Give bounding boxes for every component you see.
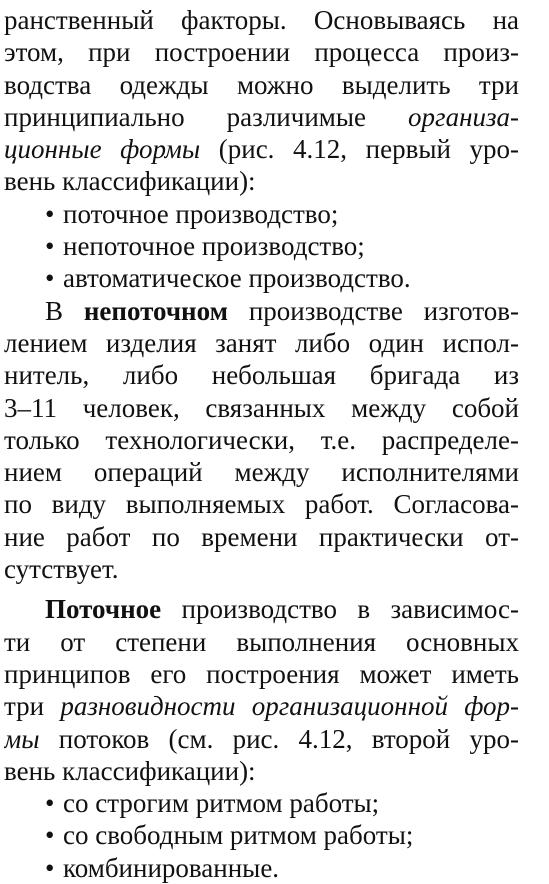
text-run: (рис. 4.12, первый уро- xyxy=(200,134,519,165)
list-item xyxy=(4,262,519,294)
paragraph-flow xyxy=(4,593,519,787)
list-item xyxy=(4,230,519,262)
text-line: сутствует. xyxy=(4,554,119,585)
text-line: нием операций между исполнителями xyxy=(4,457,519,488)
list-item xyxy=(4,852,519,884)
text-line xyxy=(4,593,519,625)
list-item-text: со свободным ритмом работы; xyxy=(63,820,414,851)
list-item-text: комбинированные. xyxy=(63,852,280,883)
bold-term: Поточное xyxy=(45,594,162,625)
list-item xyxy=(4,787,519,819)
bullet-icon: • xyxy=(45,263,55,294)
text-run: производстве изготов- xyxy=(228,295,519,326)
paragraph-non-flow xyxy=(4,295,519,586)
bullet-icon: • xyxy=(45,198,55,229)
text-line: этом, при построении процесса произ- xyxy=(4,37,519,68)
text-line xyxy=(4,133,519,165)
text-line: вень классификации): xyxy=(4,166,256,197)
emphasis-term: разновидности организационной фор- xyxy=(60,691,519,722)
bullet-list-forms xyxy=(4,198,519,295)
bullet-icon: • xyxy=(45,788,55,819)
text-run: В xyxy=(45,295,84,326)
list-item-text: со строгим ритмом работы; xyxy=(63,788,380,819)
text-line xyxy=(4,295,519,327)
paragraph-gap xyxy=(4,585,519,593)
text-line: ранственный факторы. Основываясь на xyxy=(4,5,519,35)
list-item-text: автоматическое производство. xyxy=(63,263,411,294)
bullet-icon: • xyxy=(45,820,55,851)
paragraph-intro xyxy=(4,4,519,198)
text-line: ти от степени выполнения основных xyxy=(4,626,519,657)
text-line: по виду выполняемых работ. Согласова- xyxy=(4,489,519,520)
text-line xyxy=(4,101,519,133)
emphasis-term: организа- xyxy=(408,101,519,132)
emphasis-term: мы xyxy=(4,723,40,754)
text-line: нитель, либо небольшая бригада из xyxy=(4,360,519,391)
text-line: только технологически, т.е. распределе- xyxy=(4,424,519,455)
text-line: принципов его построения может иметь xyxy=(4,658,519,689)
list-item xyxy=(4,819,519,851)
text-line: вень классификации): xyxy=(4,755,256,786)
list-item-text: непоточное производство; xyxy=(63,231,365,262)
bullet-icon: • xyxy=(45,231,55,262)
bold-term: непоточном xyxy=(83,295,228,326)
bullet-icon: • xyxy=(45,852,55,883)
text-line: лением изделия занят либо один испол- xyxy=(4,327,519,358)
emphasis-term: ционные формы xyxy=(4,134,201,165)
text-run: три xyxy=(4,691,61,722)
text-line: ние работ по времени практически от- xyxy=(4,521,519,552)
list-item xyxy=(4,198,519,230)
text-run: потоков (см. рис. 4.12, второй уро- xyxy=(39,723,519,754)
text-run: производство в зависимос- xyxy=(161,594,519,625)
text-line xyxy=(4,690,519,722)
list-item-text: поточное производство; xyxy=(63,198,339,229)
text-line: водства одежды можно выделить три xyxy=(4,69,519,100)
text-line: 3–11 человек, связанных между собой xyxy=(4,392,519,423)
text-line xyxy=(4,723,519,755)
bullet-list-flow-types xyxy=(4,787,519,884)
text-run: принципиально различимые xyxy=(4,101,409,132)
